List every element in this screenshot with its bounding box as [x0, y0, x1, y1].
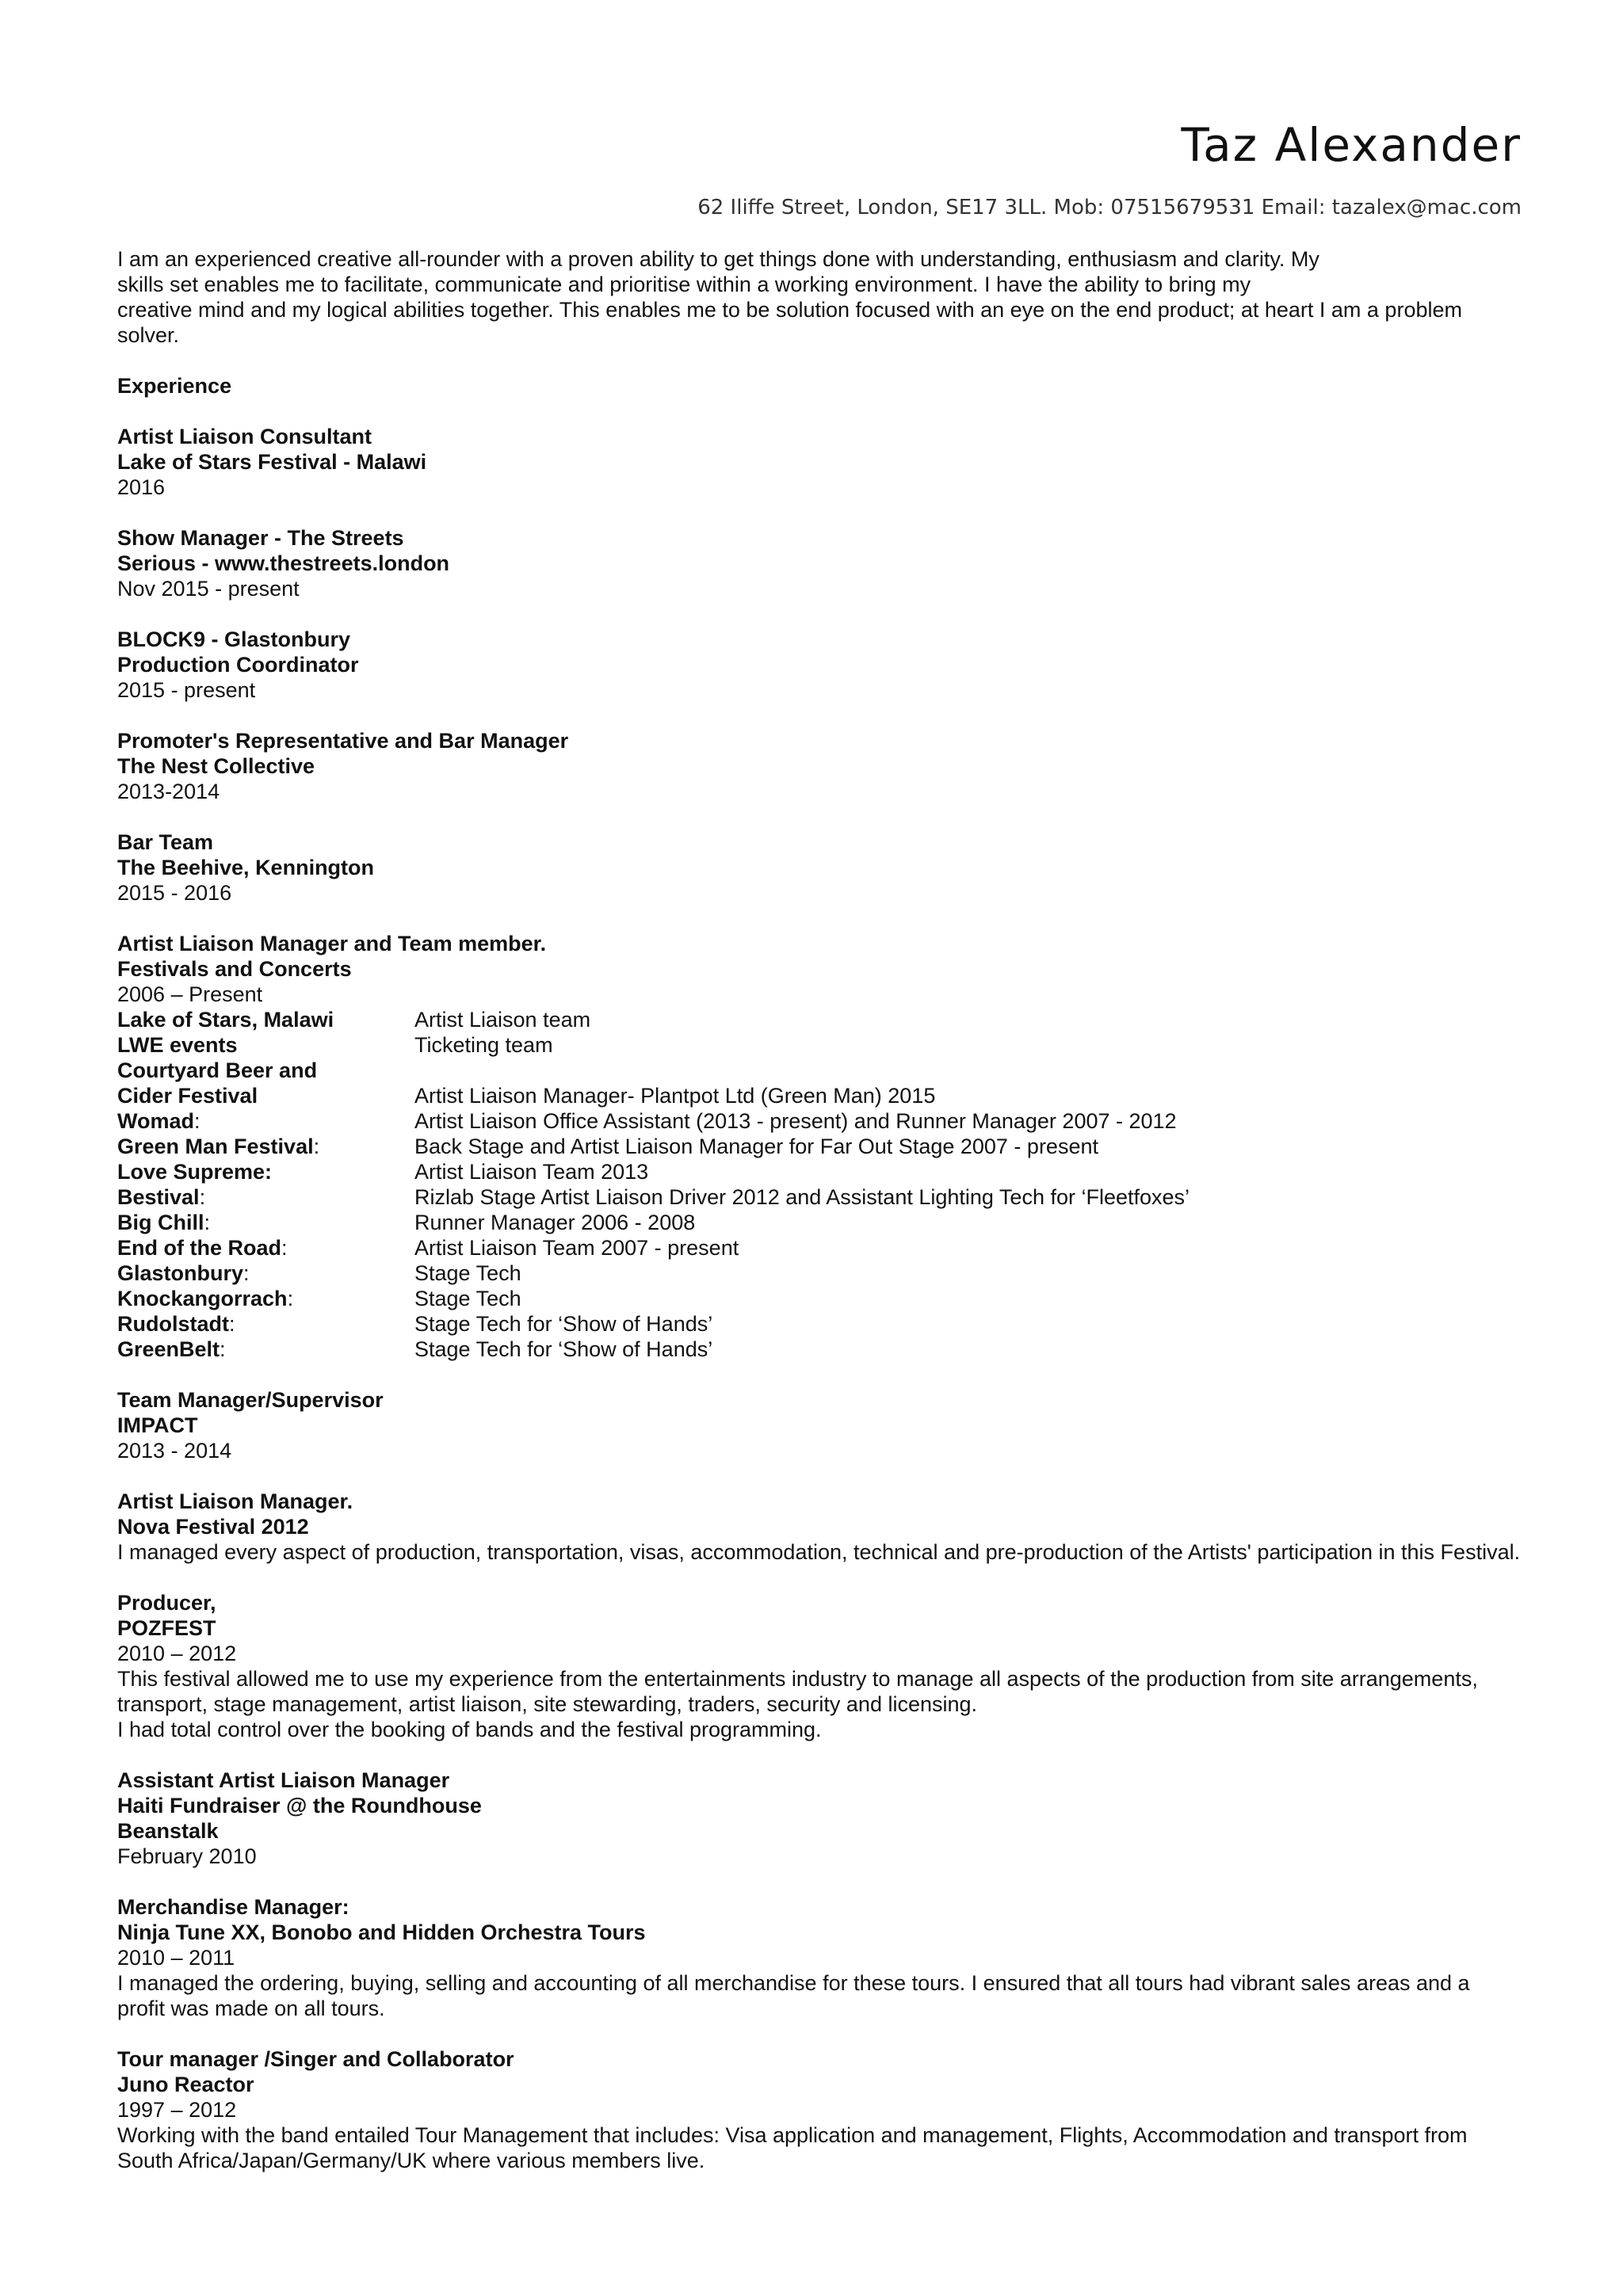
job-description: Working with the band entailed Tour Management that includes: Visa application and management, Flights, Accommodation and transport from South Africa/Japan/Germany/UK where various members live.: [117, 2123, 1468, 2172]
festival-role-description: Runner Manager 2006 - 2008: [414, 1211, 696, 1234]
job-title: Artist Liaison Manager and Team member.: [117, 932, 547, 955]
job-title: Merchandise Manager:: [117, 1895, 349, 1919]
job-org: The Beehive, Kennington: [117, 856, 375, 879]
festival-venue-colon: :: [194, 1109, 200, 1133]
festival-venue-colon: :: [281, 1236, 288, 1260]
festival-role-description: Ticketing team: [414, 1033, 553, 1057]
festival-venue-name: Love Supreme:: [117, 1160, 273, 1184]
festival-role-row: [117, 1032, 1522, 1058]
job-entry: [117, 1387, 1522, 1463]
festival-role-description: Artist Liaison team: [414, 1008, 591, 1032]
festival-venue-name: Cider Festival: [117, 1084, 258, 1108]
job-org: Beanstalk: [117, 1819, 219, 1843]
job-title: Promoter's Representative and Bar Manager: [117, 729, 569, 753]
job-entry: [117, 424, 1522, 500]
job-entry: [117, 525, 1522, 601]
job-dates: 2015 - 2016: [117, 881, 232, 905]
job-dates: 2010 – 2012: [117, 1642, 237, 1665]
festival-role-description: Artist Liaison Manager- Plantpot Ltd (Green Man) 2015: [414, 1084, 936, 1108]
festival-role-row: [117, 1007, 1522, 1032]
job-dates: February 2010: [117, 1844, 257, 1868]
festival-venue: [117, 1134, 414, 1159]
job-description: I managed the ordering, buying, selling and accounting of all merchandise for these tours. I ensured that all tours had vibrant sales areas and a profit was made on all tours.: [117, 1971, 1470, 2020]
job-dates: 1997 – 2012: [117, 2098, 237, 2122]
job-title: Bar Team: [117, 830, 214, 854]
festival-venue-name: GreenBelt: [117, 1337, 220, 1361]
job-entry: [117, 728, 1522, 804]
resume-body: [117, 246, 1522, 2199]
job-dates: 2015 - present: [117, 678, 256, 702]
festival-venue-name: Rudolstadt: [117, 1312, 229, 1336]
festival-venue: [117, 1210, 414, 1235]
festival-role-row: [117, 1337, 1522, 1362]
festival-role-description: Stage Tech for ‘Show of Hands’: [414, 1312, 713, 1336]
festival-role-row: [117, 1184, 1522, 1210]
summary-line: creative mind and my logical abilities together. This enables me to be solution focused with an eye on the end product; at heart I am a problem: [117, 298, 1462, 322]
job-title: Producer,: [117, 1591, 216, 1615]
festival-venue: [117, 1083, 414, 1108]
job-entry: [117, 1489, 1522, 1565]
festival-venue-name: Womad: [117, 1109, 195, 1133]
festival-role-description: Artist Liaison Office Assistant (2013 - present) and Runner Manager 2007 - 2012: [414, 1109, 1177, 1133]
job-description: I had total control over the booking of bands and the festival programming.: [117, 1718, 822, 1741]
summary-line: skills set enables me to facilitate, communicate and prioritise within a working environment. I have the ability to bring my: [117, 273, 1251, 296]
festival-venue: [117, 1286, 414, 1311]
festival-venue-colon: :: [287, 1287, 294, 1310]
job-org: Serious - www.thestreets.london: [117, 551, 450, 575]
festival-role-row: [117, 1083, 1522, 1108]
festival-role-row: [117, 1058, 1522, 1083]
job-org: Haiti Fundraiser @ the Roundhouse: [117, 1794, 482, 1817]
festival-venue-name: Knockangorrach: [117, 1287, 288, 1310]
job-org: Nova Festival 2012: [117, 1515, 309, 1539]
festival-roles-table: [117, 1007, 1522, 1362]
festival-role-row: [117, 1311, 1522, 1337]
job-entry: [117, 830, 1522, 906]
job-title: Assistant Artist Liaison Manager: [117, 1768, 450, 1792]
festival-venue-colon: :: [243, 1261, 250, 1285]
job-title: Artist Liaison Manager.: [117, 1489, 353, 1513]
festival-venue-name: LWE events: [117, 1033, 238, 1057]
festival-venue: [117, 1311, 414, 1337]
festival-role-description: Back Stage and Artist Liaison Manager for Far Out Stage 2007 - present: [414, 1135, 1098, 1158]
festival-venue-name: Courtyard Beer and: [117, 1058, 318, 1082]
contact-details: 62 Iliffe Street, London, SE17 3LL. Mob: 07515679531 Email: tazalex@mac.com: [697, 196, 1522, 219]
festival-role-description: [414, 1058, 1522, 1083]
festival-venue-name: Green Man Festival: [117, 1135, 314, 1158]
festival-role-description: Stage Tech: [414, 1261, 521, 1285]
job-org: POZFEST: [117, 1616, 216, 1640]
job-title: Tour manager /Singer and Collaborator: [117, 2047, 514, 2071]
job-org: Festivals and Concerts: [117, 957, 352, 981]
festival-venue-name: Big Chill: [117, 1211, 204, 1234]
festival-venue-name: Bestival: [117, 1185, 200, 1209]
job-title: Team Manager/Supervisor: [117, 1388, 384, 1412]
festival-venue-name: End of the Road: [117, 1236, 281, 1260]
festival-venue: [117, 1184, 414, 1210]
festival-role-row: [117, 1159, 1522, 1184]
job-title: Show Manager - The Streets: [117, 526, 404, 550]
festival-role-description: Artist Liaison Team 2013: [414, 1160, 649, 1184]
job-dates: Nov 2015 - present: [117, 577, 300, 601]
festival-role-description: Rizlab Stage Artist Liaison Driver 2012 and Assistant Lighting Tech for ‘Fleetfoxes’: [414, 1185, 1190, 1209]
festival-role-row: [117, 1286, 1522, 1311]
festival-venue: [117, 1058, 414, 1083]
festival-role-description: Stage Tech for ‘Show of Hands’: [414, 1337, 713, 1361]
festival-role-row: [117, 1261, 1522, 1286]
festival-venue-colon: :: [204, 1211, 211, 1234]
festival-venue: [117, 1007, 414, 1032]
job-org: Ninja Tune XX, Bonobo and Hidden Orchestra Tours: [117, 1920, 646, 1944]
festival-role-description: Artist Liaison Team 2007 - present: [414, 1236, 739, 1260]
job-entry: [117, 1894, 1522, 2021]
job-description: This festival allowed me to use my experience from the entertainments industry to manage all aspects of the production from site arrangements, transport, stage management, artist liaison, site stewarding, traders, security and licensing.: [117, 1667, 1478, 1716]
festival-role-row: [117, 1134, 1522, 1159]
festivals-entry: [117, 931, 1522, 1362]
job-org: IMPACT: [117, 1413, 198, 1437]
festival-role-description: Stage Tech: [414, 1287, 521, 1310]
summary-line: I am an experienced creative all-rounder with a proven ability to get things done with understanding, enthusiasm and clarity. My: [117, 247, 1319, 271]
festival-venue: [117, 1337, 414, 1362]
festival-venue-colon: :: [229, 1312, 235, 1336]
personal-summary: [117, 246, 1522, 348]
job-org: Production Coordinator: [117, 653, 359, 677]
job-title: Artist Liaison Consultant: [117, 425, 372, 448]
festival-role-row: [117, 1108, 1522, 1134]
festival-venue-name: Lake of Stars, Malawi: [117, 1008, 334, 1032]
festival-venue-colon: :: [199, 1185, 206, 1209]
festival-venue-name: Glastonbury: [117, 1261, 244, 1285]
job-description: I managed every aspect of production, transportation, visas, accommodation, technical and pre-production of the Artists' participation in this Festival.: [117, 1540, 1521, 1564]
job-entry: [117, 627, 1522, 703]
job-dates: 2006 – Present: [117, 982, 263, 1006]
festival-venue-colon: :: [313, 1135, 320, 1158]
summary-line: solver.: [117, 323, 180, 347]
candidate-name: Taz Alexander: [1181, 118, 1522, 172]
job-dates: 2010 – 2011: [117, 1946, 235, 1970]
experience-heading: Experience: [117, 374, 232, 398]
festival-role-row: [117, 1210, 1522, 1235]
festival-venue: [117, 1108, 414, 1134]
job-entry: [117, 1590, 1522, 1742]
job-dates: 2013-2014: [117, 780, 220, 803]
job-dates: 2013 - 2014: [117, 1439, 232, 1463]
job-org: Lake of Stars Festival - Malawi: [117, 450, 427, 474]
job-entry: [117, 1768, 1522, 1869]
job-org: The Nest Collective: [117, 754, 315, 778]
job-title: BLOCK9 - Glastonbury: [117, 627, 351, 651]
festival-venue: [117, 1159, 414, 1184]
job-entry: [117, 2046, 1522, 2173]
job-dates: 2016: [117, 475, 166, 499]
festival-venue: [117, 1261, 414, 1286]
festival-role-row: [117, 1235, 1522, 1261]
job-org: Juno Reactor: [117, 2073, 254, 2096]
festival-venue-colon: :: [220, 1337, 226, 1361]
festival-venue: [117, 1032, 414, 1058]
festival-venue: [117, 1235, 414, 1261]
